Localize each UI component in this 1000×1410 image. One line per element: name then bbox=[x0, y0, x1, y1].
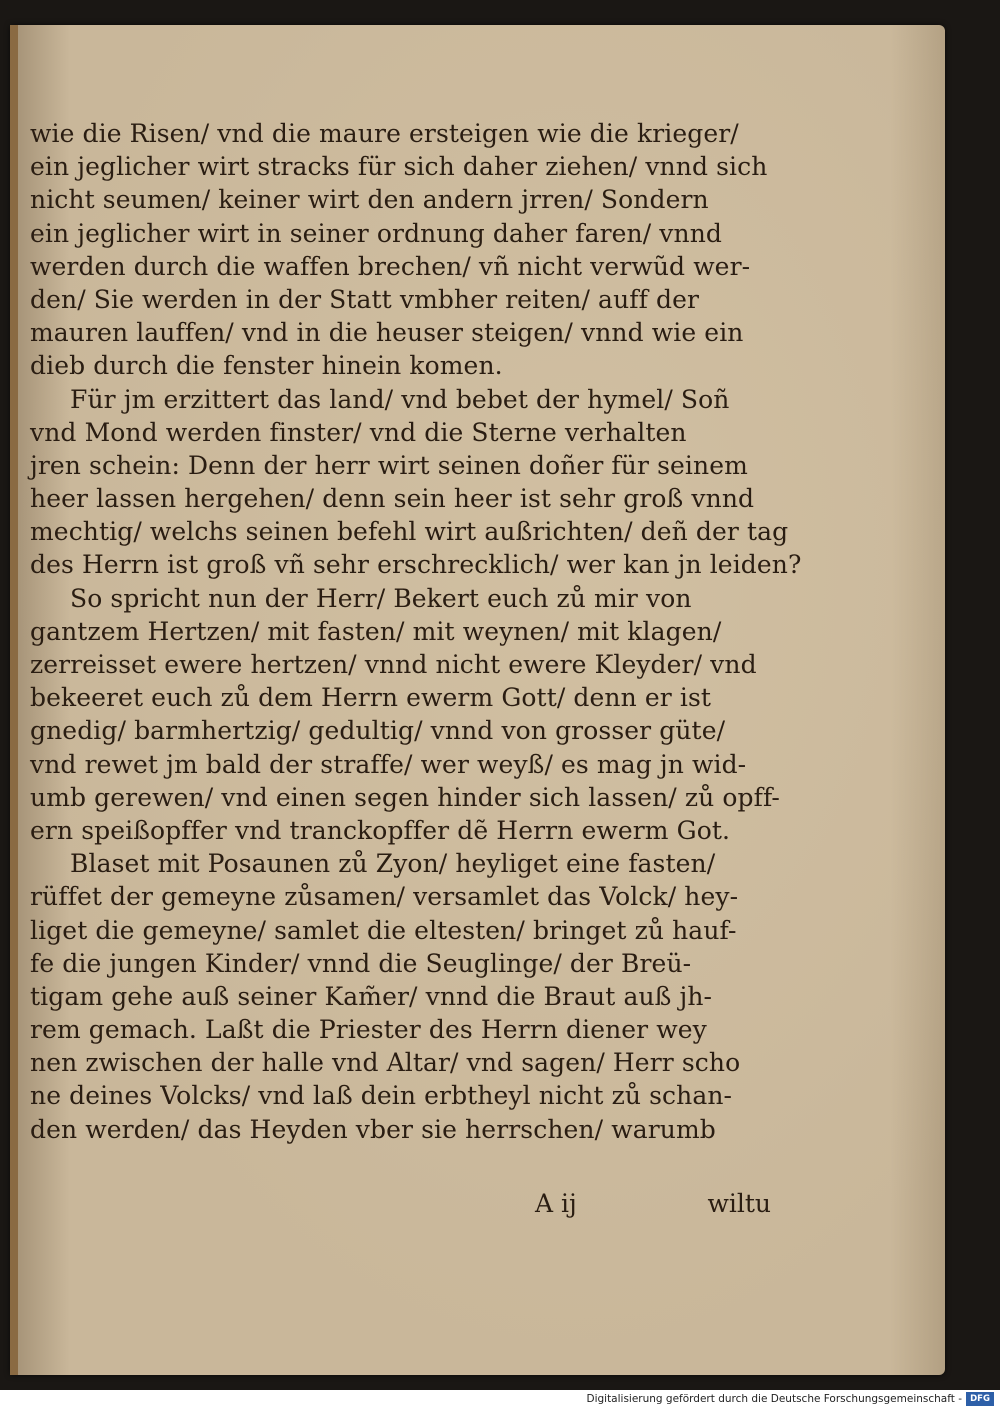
text-line: mauren lauffen/ vnd in die heuser steigen/ vnnd wie ein bbox=[30, 318, 744, 348]
text-line: nicht seumen/ keiner wirt den andern jrren/ Sondern bbox=[30, 185, 709, 215]
page-footer-line bbox=[30, 1189, 775, 1223]
text-line: rem gemach. Laßt die Priester des Herrn diener wey bbox=[30, 1015, 707, 1045]
text-line: mechtig/ welchs seinen befehl wirt außrichten/ deñ der tag bbox=[30, 517, 789, 547]
paragraph-start-line: So spricht nun der Herr/ Bekert euch zů mir von bbox=[70, 583, 692, 613]
text-line: gnedig/ barmhertzig/ gedultig/ vnnd von grosser güte/ bbox=[30, 716, 726, 746]
text-line: ne deines Volcks/ vnd laß dein erbtheyl nicht zů schan- bbox=[30, 1081, 733, 1111]
text-line: ein jeglicher wirt stracks für sich daher ziehen/ vnnd sich bbox=[30, 152, 768, 182]
text-line: ein jeglicher wirt in seiner ordnung daher faren/ vnnd bbox=[30, 218, 723, 248]
catchword: wiltu bbox=[707, 1189, 771, 1218]
text-line: rüffet der gemeyne zůsamen/ versamlet das Volck/ hey- bbox=[30, 882, 739, 912]
text-line: heer lassen hergehen/ denn sein heer ist sehr groß vnnd bbox=[30, 484, 755, 514]
text-line: vnd rewet jm bald der straffe/ wer weyß/ es mag jn wid- bbox=[30, 749, 747, 779]
text-line: jren schein: Denn der herr wirt seinen doñer für seinem bbox=[30, 450, 748, 480]
text-line: tigam gehe auß seiner Kam̃er/ vnnd die Braut auß jh- bbox=[30, 981, 713, 1011]
digitization-footer bbox=[0, 1390, 1000, 1410]
text-line: den/ Sie werden in der Statt vmbher reiten/ auff der bbox=[30, 284, 700, 314]
text-line: umb gerewen/ vnd einen segen hinder sich lassen/ zů opff- bbox=[30, 782, 780, 812]
paragraph-start-line: Blaset mit Posaunen zů Zyon/ heyliget eine fasten/ bbox=[70, 849, 716, 879]
text-line: nen zwischen der halle vnd Altar/ vnd sagen/ Herr scho bbox=[30, 1048, 741, 1078]
text-line: gantzem Hertzen/ mit fasten/ mit weynen/ mit klagen/ bbox=[30, 616, 722, 646]
text-line: dieb durch die fenster hinein komen. bbox=[30, 351, 503, 381]
dfg-logo: DFG bbox=[966, 1392, 994, 1406]
text-line: werden durch die waffen brechen/ vñ nicht verwũd wer- bbox=[30, 251, 751, 281]
text-line: den werden/ das Heyden vber sie herrschen/ warumb bbox=[30, 1114, 716, 1144]
text-line: liget die gemeyne/ samlet die eltesten/ bringet zů hauf- bbox=[30, 915, 737, 945]
text-line: zerreisset ewere hertzen/ vnnd nicht ewere Kleyder/ vnd bbox=[30, 650, 757, 679]
text-block bbox=[30, 117, 802, 1146]
page-gutter bbox=[10, 25, 18, 1375]
text-line: vnd Mond werden finster/ vnd die Sterne verhalten bbox=[30, 417, 687, 447]
signature-mark: A ij bbox=[535, 1189, 577, 1218]
funding-notice: Digitalisierung gefördert durch die Deutsche Forschungsgemeinschaft - bbox=[586, 1393, 962, 1405]
book-page bbox=[10, 25, 945, 1375]
text-line: ern speißopffer vnd tranckopffer dẽ Herrn ewerm Got. bbox=[30, 815, 731, 845]
text-line: des Herrn ist groß vñ sehr erschrecklich/ wer kan jn leiden? bbox=[30, 550, 802, 580]
paragraph-start-line: Für jm erzittert das land/ vnd bebet der hymel/ Soñ bbox=[70, 384, 730, 414]
text-line: wie die Risen/ vnd die maure ersteigen wie die krieger/ bbox=[30, 119, 739, 148]
text-line: bekeeret euch zů dem Herrn ewerm Gott/ denn er ist bbox=[30, 683, 712, 713]
text-line: fe die jungen Kinder/ vnnd die Seuglinge/ der Breü- bbox=[30, 948, 692, 978]
